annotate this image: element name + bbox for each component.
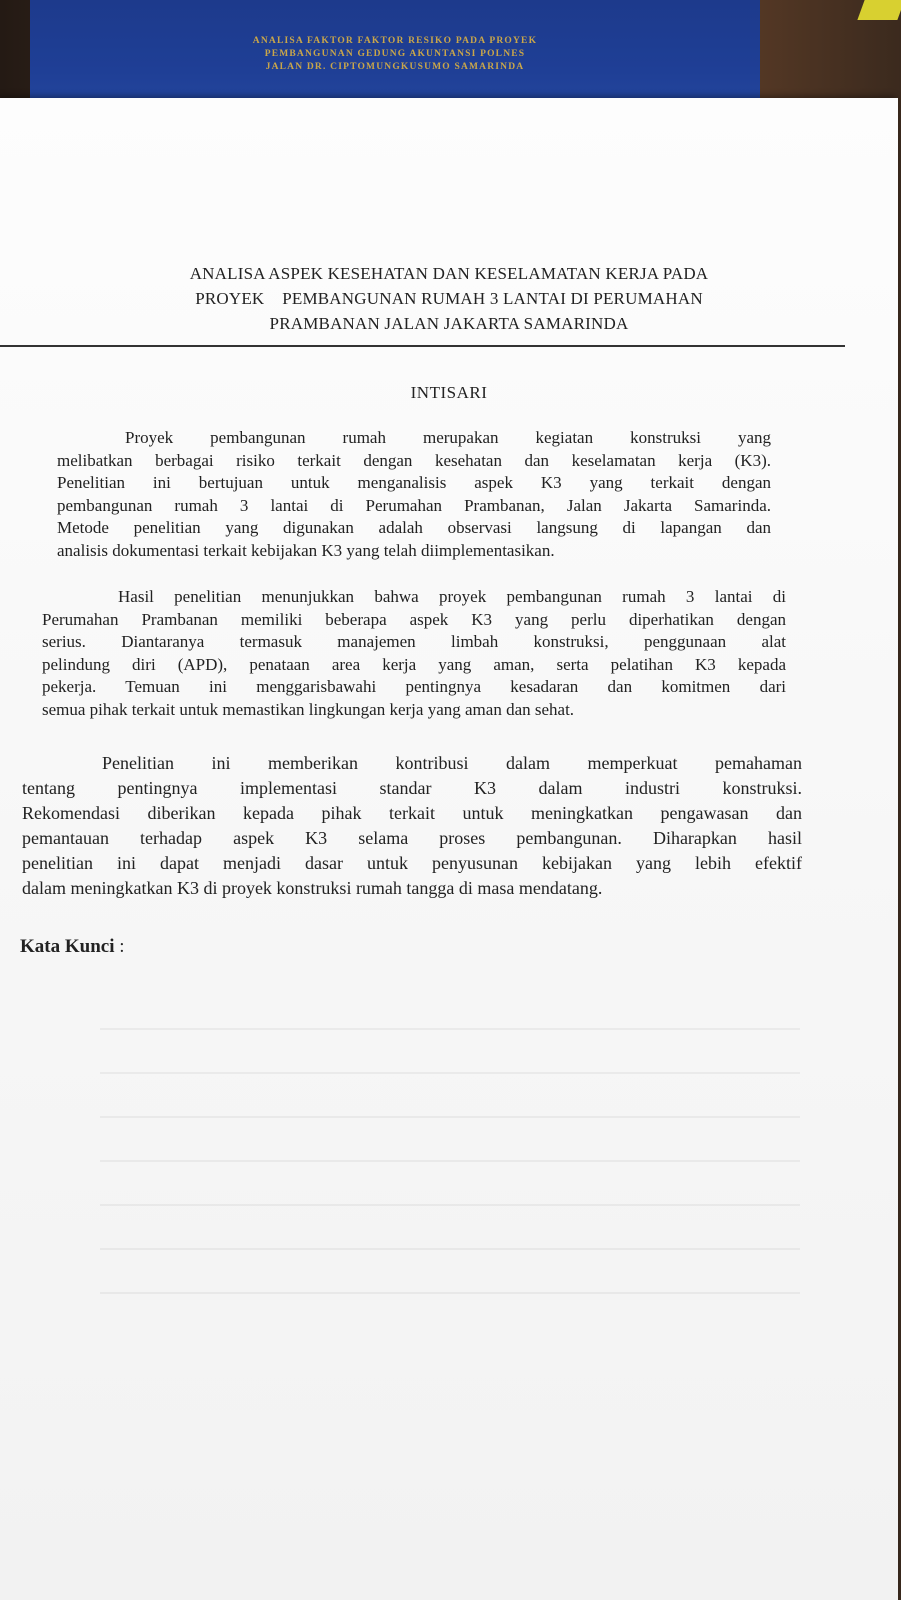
text-line: dalam meningkatkan K3 di proyek konstruksi rumah tangga di masa mendatang. (22, 878, 603, 898)
text-line: pembangunan rumah 3 lantai di Perumahan Prambanan, Jalan Jakarta Samarinda. (57, 495, 771, 515)
text-line: penelitian ini dapat menjadi dasar untuk penyusunan kebijakan yang lebih efektif (22, 853, 802, 873)
title-line: PRAMBANAN JALAN JAKARTA SAMARINDA (269, 314, 629, 333)
paragraph-2 (42, 586, 786, 722)
show-through-text (100, 1028, 800, 1328)
text-line: pekerja. Temuan ini menggarisbawahi pentingnya kesadaran dan komitmen dari (42, 677, 786, 697)
text-line: Perumahan Prambanan memiliki beberapa aspek K3 yang perlu diperhatikan dengan (42, 609, 786, 629)
title-line: PROYEK PEMBANGUNAN RUMAH 3 LANTAI DI PERUMAHAN (195, 289, 703, 308)
text-line: Rekomendasi diberikan kepada pihak terkait untuk meningkatkan pengawasan dan (22, 803, 802, 823)
text-line: tentang pentingnya implementasi standar K3 dalam industri konstruksi. (22, 778, 802, 798)
keywords-label: Kata Kunci (20, 936, 115, 957)
yellow-object (857, 0, 901, 20)
text-line: analisis dokumentasi terkait kebijakan K3 yang telah diimplementasikan. (57, 540, 555, 560)
cover-line: JALAN DR. CIPTOMUNGKUSUMO SAMARINDA (265, 62, 525, 72)
paragraph-1 (57, 427, 771, 563)
title-divider (0, 345, 845, 347)
keywords-colon: : (114, 936, 125, 957)
cover-line: ANALISA FAKTOR FAKTOR RESIKO PADA PROYEK (252, 36, 538, 46)
text-line: melibatkan berbagai risiko terkait dengan kesehatan dan keselamatan kerja (K3). (57, 450, 771, 470)
section-heading: INTISARI (410, 383, 488, 402)
text-line: Proyek pembangunan rumah merupakan kegiatan konstruksi yang (125, 428, 771, 447)
cover-line: PEMBANGUNAN GEDUNG AKUNTANSI POLNES (264, 49, 526, 59)
text-line: serius. Diantaranya termasuk manajemen limbah konstruksi, penggunaan alat (42, 632, 786, 652)
text-line: pelindung diri (APD), penataan area kerja yang aman, serta pelatihan K3 kepada (42, 654, 786, 674)
cover-title (30, 35, 760, 74)
text-line: Hasil penelitian menunjukkan bahwa proyek pembangunan rumah 3 lantai di (118, 587, 786, 606)
text-line: pemantauan terhadap aspek K3 selama proses pembangunan. Diharapkan hasil (22, 828, 802, 848)
keywords-line (20, 936, 125, 958)
text-line: Penelitian ini bertujuan untuk menganalisis aspek K3 yang terkait dengan (57, 473, 771, 493)
document-page (0, 98, 898, 1600)
paragraph-3 (22, 751, 802, 901)
text-line: Metode penelitian yang digunakan adalah observasi langsung di lapangan dan (57, 518, 771, 538)
document-title (60, 261, 838, 336)
text-line: semua pihak terkait untuk memastikan lingkungan kerja yang aman dan sehat. (42, 699, 575, 719)
title-line: ANALISA ASPEK KESEHATAN DAN KESELAMATAN KERJA PADA (189, 264, 709, 283)
text-line: Penelitian ini memberikan kontribusi dalam memperkuat pemahaman (102, 753, 802, 773)
